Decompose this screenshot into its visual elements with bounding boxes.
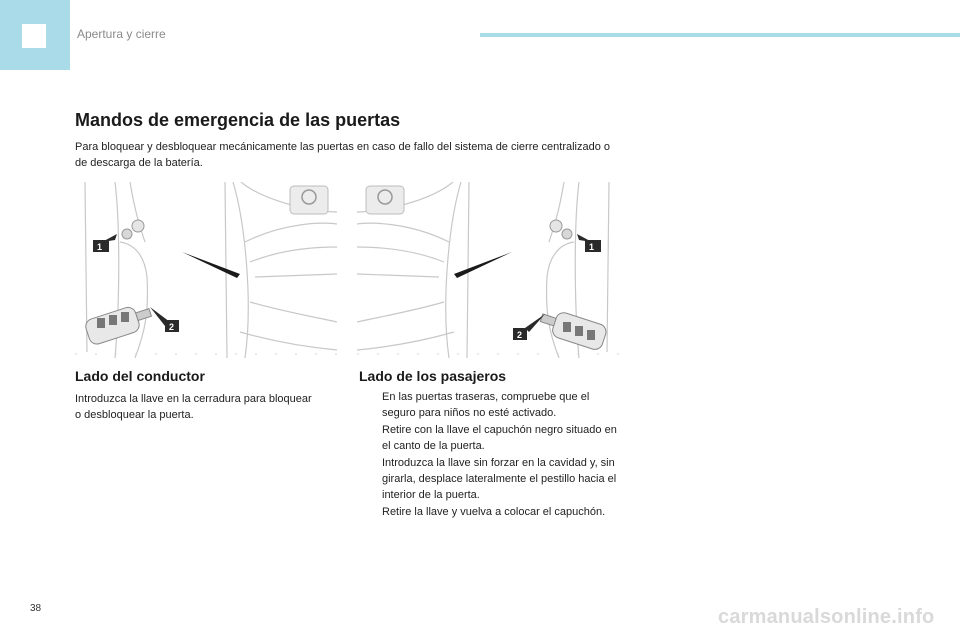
chapter-tab-square [22,24,46,48]
page-number: 38 [30,603,42,614]
callout-2: 2 [169,322,175,332]
list-item [359,504,621,520]
watermark: carmanualsonline.info [718,606,935,628]
driver-door-illustration [75,182,337,358]
driver-side-title: Lado del conductor [75,368,205,384]
passenger-door-illustration [357,182,619,358]
callout-1: 1 [589,242,595,252]
callout-1: 1 [97,242,103,252]
section-title: Apertura y cierre [77,27,166,41]
passenger-steps-list [359,389,621,521]
list-item [359,455,621,503]
intro-paragraph: Para bloquear y desbloquear mecánicamente las puertas en caso de fallo del sistema de cierre centralizado o de descarga de la batería. [75,141,611,169]
list-item-text: Retire la llave y vuelva a colocar el capuchón. [382,506,606,518]
list-item-text: En las puertas traseras, compruebe que el seguro para niños no esté activado. [382,391,590,419]
driver-side-text: Introduzca la llave en la cerradura para bloquear o desbloquear la puerta. [75,393,312,421]
list-item [359,389,621,421]
list-item-text: Introduzca la llave sin forzar en la cavidad y, sin girarla, desplace lateralmente el pestillo hacia el interior de la puerta. [382,457,617,501]
page-title: Mandos de emergencia de las puertas [75,110,401,130]
list-item [359,422,621,454]
header-rule [480,33,960,37]
callout-2: 2 [517,330,523,340]
passenger-side-title: Lado de los pasajeros [359,368,507,384]
list-item-text: Retire con la llave el capuchón negro situado en el canto de la puerta. [382,424,617,452]
chapter-tab [0,0,70,70]
